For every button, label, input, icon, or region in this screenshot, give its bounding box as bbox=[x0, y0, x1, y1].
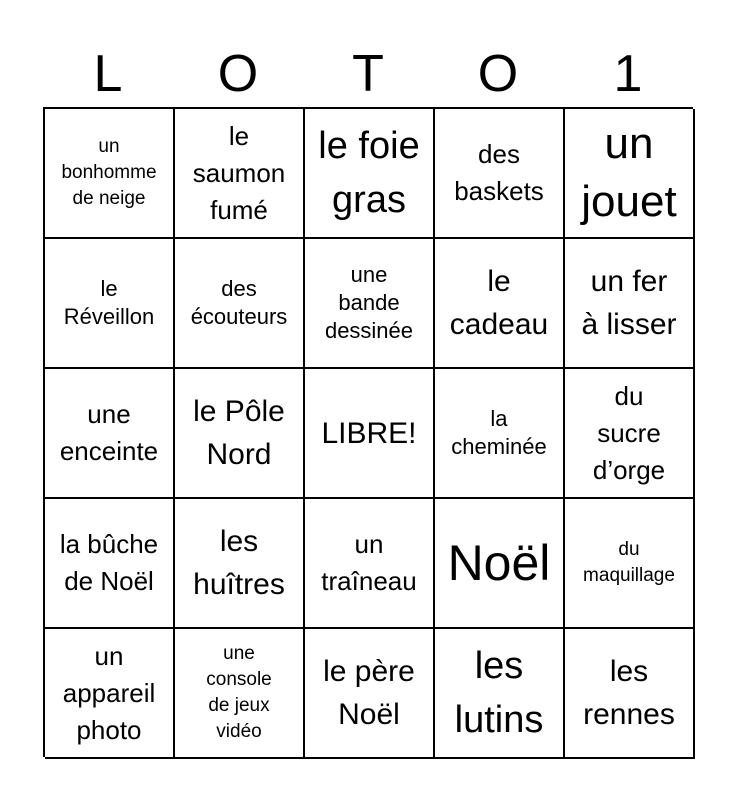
bingo-cell[interactable] bbox=[175, 499, 305, 629]
title-letter: 1 bbox=[613, 45, 643, 103]
bingo-cell-label: des écouteurs bbox=[190, 276, 288, 329]
bingo-cell[interactable] bbox=[175, 369, 305, 499]
bingo-cell-label: la cheminée bbox=[451, 406, 547, 459]
bingo-cell[interactable] bbox=[45, 109, 175, 239]
bingo-cell-label: les lutins bbox=[454, 645, 544, 741]
bingo-cell[interactable] bbox=[565, 239, 695, 369]
bingo-cell[interactable] bbox=[435, 239, 565, 369]
bingo-cell-label: le Pôle Nord bbox=[193, 395, 285, 471]
bingo-cell-label: Noël bbox=[447, 535, 551, 591]
bingo-cell-label: la bûche de Noël bbox=[59, 529, 159, 596]
bingo-cell[interactable] bbox=[305, 629, 435, 759]
bingo-cell[interactable] bbox=[435, 369, 565, 499]
bingo-cell[interactable] bbox=[305, 369, 435, 499]
title-letter: L bbox=[93, 45, 123, 103]
bingo-title bbox=[43, 40, 693, 108]
bingo-cell-label: un jouet bbox=[581, 119, 677, 226]
bingo-cell-label: le père Noël bbox=[323, 655, 415, 731]
bingo-cell-label: un traîneau bbox=[321, 529, 417, 596]
bingo-cell[interactable] bbox=[175, 109, 305, 239]
bingo-cell-label: des baskets bbox=[454, 139, 544, 206]
bingo-cell[interactable] bbox=[45, 629, 175, 759]
bingo-cell-label: le saumon fumé bbox=[192, 120, 286, 225]
bingo-cell-label: un bonhomme de neige bbox=[61, 136, 157, 209]
bingo-cell[interactable] bbox=[305, 499, 435, 629]
bingo-cell[interactable] bbox=[175, 239, 305, 369]
bingo-cell[interactable] bbox=[45, 369, 175, 499]
bingo-cell-label: le cadeau bbox=[449, 265, 549, 341]
bingo-cell-label: une enceinte bbox=[59, 399, 159, 466]
bingo-cell[interactable] bbox=[565, 629, 695, 759]
bingo-cell[interactable] bbox=[305, 109, 435, 239]
bingo-cell-label: une bande dessinée bbox=[324, 262, 414, 343]
bingo-cell[interactable] bbox=[435, 629, 565, 759]
bingo-cell-label: LIBRE! bbox=[321, 416, 417, 450]
bingo-cell[interactable] bbox=[45, 239, 175, 369]
bingo-cell-label: du maquillage bbox=[583, 539, 675, 586]
bingo-cell-label: du sucre d’orge bbox=[592, 380, 666, 485]
title-letter: O bbox=[477, 45, 519, 103]
bingo-cell[interactable] bbox=[435, 109, 565, 239]
bingo-cell-label: les rennes bbox=[583, 655, 675, 731]
bingo-cell[interactable] bbox=[565, 109, 695, 239]
bingo-cell-label: un fer à lisser bbox=[581, 265, 677, 341]
bingo-cell[interactable] bbox=[565, 369, 695, 499]
bingo-cell-label: un appareil photo bbox=[62, 640, 156, 745]
title-letter: T bbox=[352, 45, 384, 103]
bingo-cell[interactable] bbox=[565, 499, 695, 629]
bingo-cell[interactable] bbox=[45, 499, 175, 629]
bingo-cell-label: une console de jeux vidéo bbox=[206, 643, 272, 742]
bingo-cell[interactable] bbox=[435, 499, 565, 629]
bingo-cell-label: le Réveillon bbox=[63, 276, 155, 329]
bingo-cell[interactable] bbox=[305, 239, 435, 369]
bingo-cell-label: le foie gras bbox=[318, 125, 420, 221]
bingo-cell-label: les huîtres bbox=[193, 525, 285, 601]
bingo-grid bbox=[43, 107, 693, 757]
title-letter: O bbox=[217, 45, 259, 103]
bingo-cell[interactable] bbox=[175, 629, 305, 759]
